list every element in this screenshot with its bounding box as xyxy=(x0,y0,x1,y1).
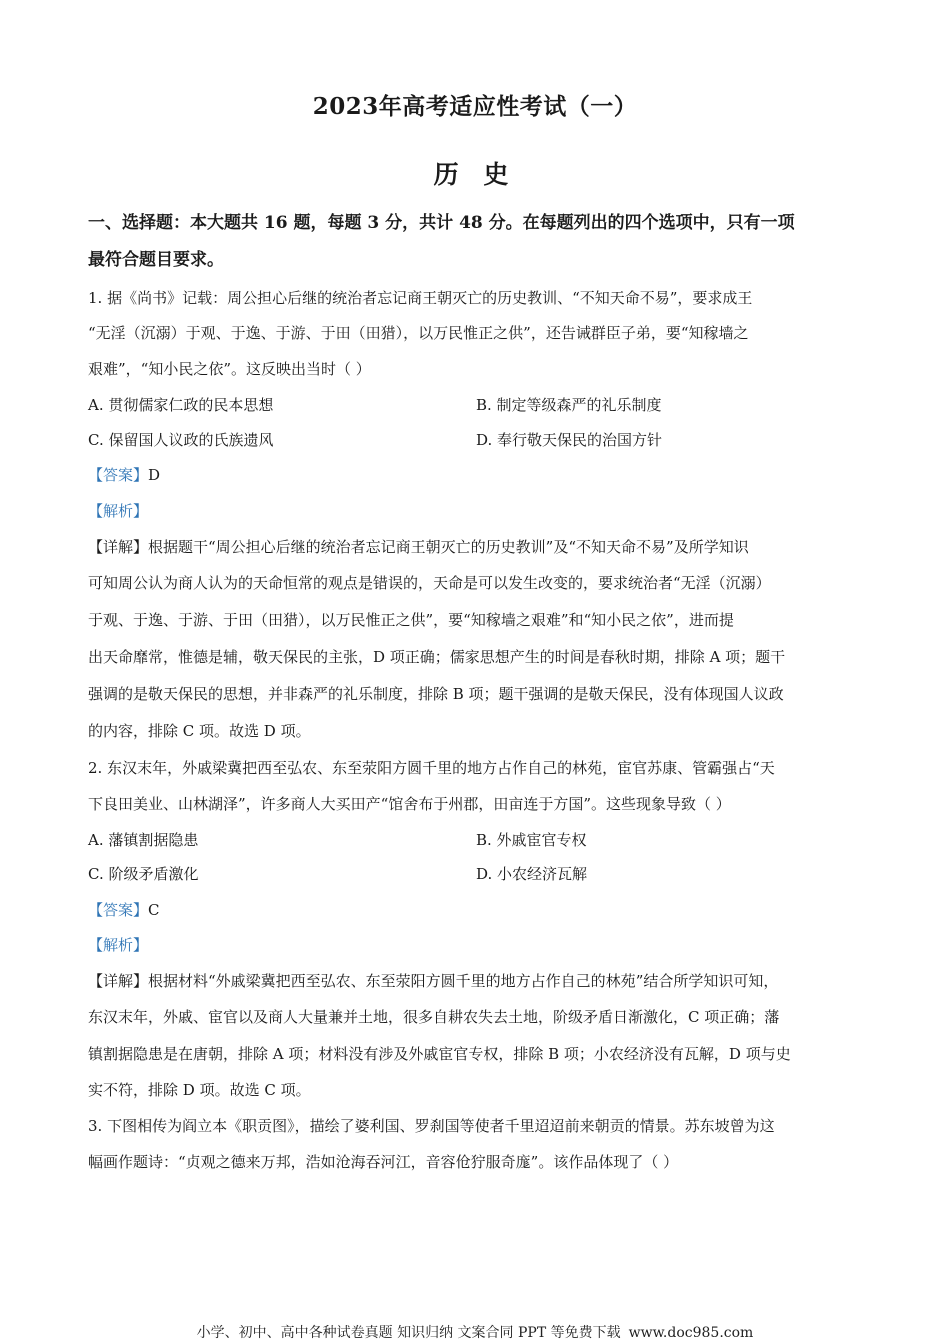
answer-label: 【答案】 xyxy=(88,466,149,484)
q1-detail-line xyxy=(88,537,868,557)
detail-text: 根据题干“周公担心后继的统治者忘记商王朝灭亡的历史教训”及“不知天命不易”及所学知识 xyxy=(148,538,749,556)
footer-text: 小学、初中、高中各种试卷真题 知识归纳 文案合同 PPT 等免费下载 xyxy=(196,1325,621,1341)
footer-site[interactable]: www.doc985.com xyxy=(628,1325,754,1341)
q1-detail-line: 的内容，排除 C 项。故选 D 项。 xyxy=(88,722,311,740)
q2-detail-line: 实不符，排除 D 项。故选 C 项。 xyxy=(88,1081,311,1099)
q2-option-b: B. 外戚宦官专权 xyxy=(476,831,587,849)
q2-answer xyxy=(88,900,868,920)
q1-stem-line: 艰难”，“知小民之依”。这反映出当时（ ） xyxy=(88,360,371,378)
q1-option-c: C. 保留国人议政的氏族遗风 xyxy=(88,431,274,449)
subject-title: 历 史 xyxy=(433,160,517,189)
q1-analysis-label: 【解析】 xyxy=(88,502,149,520)
q1-stem-line: 1. 据《尚书》记载：周公担心后继的统治者忘记商王朝灭亡的历史教训、“不知天命不易”，要求成王 xyxy=(88,289,753,307)
q1-detail-line: 于观、于逸、于游、于田（田猎），以万民惟正之供”，要“知稼墙之艰难”和“知小民之依”，进而提 xyxy=(88,611,734,629)
detail-label: 【详解】 xyxy=(88,538,149,556)
q2-detail-line: 镇割据隐患是在唐朝，排除 A 项；材料没有涉及外戚宦官专权，排除 B 项；小农经济没有瓦解，D 项与史 xyxy=(88,1045,791,1063)
q1-option-d: D. 奉行敬天保民的治国方针 xyxy=(476,431,663,449)
q2-stem-line: 下良田美业、山林湖泽”，许多商人大买田产“馆舍布于州郡，田亩连于方国”。这些现象导致（ ） xyxy=(88,795,731,813)
q1-detail-line: 可知周公认为商人认为的天命恒常的观点是错误的，天命是可以发生改变的，要求统治者“无淫（沉溺） xyxy=(88,574,771,592)
q3-stem-line: 幅画作题诗：“贞观之德来万邦，浩如沧海吞河江，音容伧狞服奇庬”。该作品体现了（ ） xyxy=(88,1153,679,1171)
q1-option-a: A. 贯彻儒家仁政的民本思想 xyxy=(88,396,274,414)
exam-title: 2023年高考适应性考试（一） xyxy=(312,93,638,120)
q1-option-b: B. 制定等级森严的礼乐制度 xyxy=(476,396,662,414)
section-heading-line-2: 最符合题目要求。 xyxy=(88,250,224,270)
section-heading-line-1: 一、选择题：本大题共 16 题，每题 3 分，共计 48 分。在每题列出的四个选项中，只有一项 xyxy=(88,213,795,233)
q2-analysis-label: 【解析】 xyxy=(88,936,149,954)
q2-option-c: C. 阶级矛盾激化 xyxy=(88,865,199,883)
q2-stem-line: 2. 东汉末年，外戚梁冀把西至弘农、东至荥阳方圆千里的地方占作自己的林苑，宦官苏康、管霸强占“天 xyxy=(88,759,775,777)
q2-detail-line xyxy=(88,971,868,991)
detail-label: 【详解】 xyxy=(88,972,149,990)
answer-value: D xyxy=(148,466,161,484)
q2-option-d: D. 小农经济瓦解 xyxy=(476,865,588,883)
q2-detail-line: 东汉末年，外戚、宦官以及商人大量兼并土地，很多自耕农失去土地，阶级矛盾日渐激化，C 项正确；藩 xyxy=(88,1008,780,1026)
answer-value: C xyxy=(148,901,160,919)
detail-text: 根据材料“外戚梁冀把西至弘农、东至荥阳方圆千里的地方占作自己的林苑”结合所学知识可知， xyxy=(148,972,779,990)
page-footer xyxy=(0,1322,950,1342)
q1-answer xyxy=(88,465,868,485)
answer-label: 【答案】 xyxy=(88,901,149,919)
q1-detail-line: 强调的是敬天保民的思想，并非森严的礼乐制度，排除 B 项；题干强调的是敬天保民，没有体现国人议政 xyxy=(88,685,784,703)
q2-option-a: A. 藩镇割据隐患 xyxy=(88,831,199,849)
q3-stem-line: 3. 下图相传为阎立本《职贡图》，描绘了婆利国、罗刹国等使者千里迢迢前来朝贡的情景。苏东坡曾为这 xyxy=(88,1117,775,1135)
q1-detail-line: 出天命靡常，惟德是辅，敬天保民的主张，D 项正确；儒家思想产生的时间是春秋时期，排除 A 项；题干 xyxy=(88,648,786,666)
q1-stem-line: “无淫（沉溺）于观、于逸、于游、于田（田猎），以万民惟正之供”，还告诫群臣子弟，要“知稼墙之 xyxy=(88,324,749,342)
